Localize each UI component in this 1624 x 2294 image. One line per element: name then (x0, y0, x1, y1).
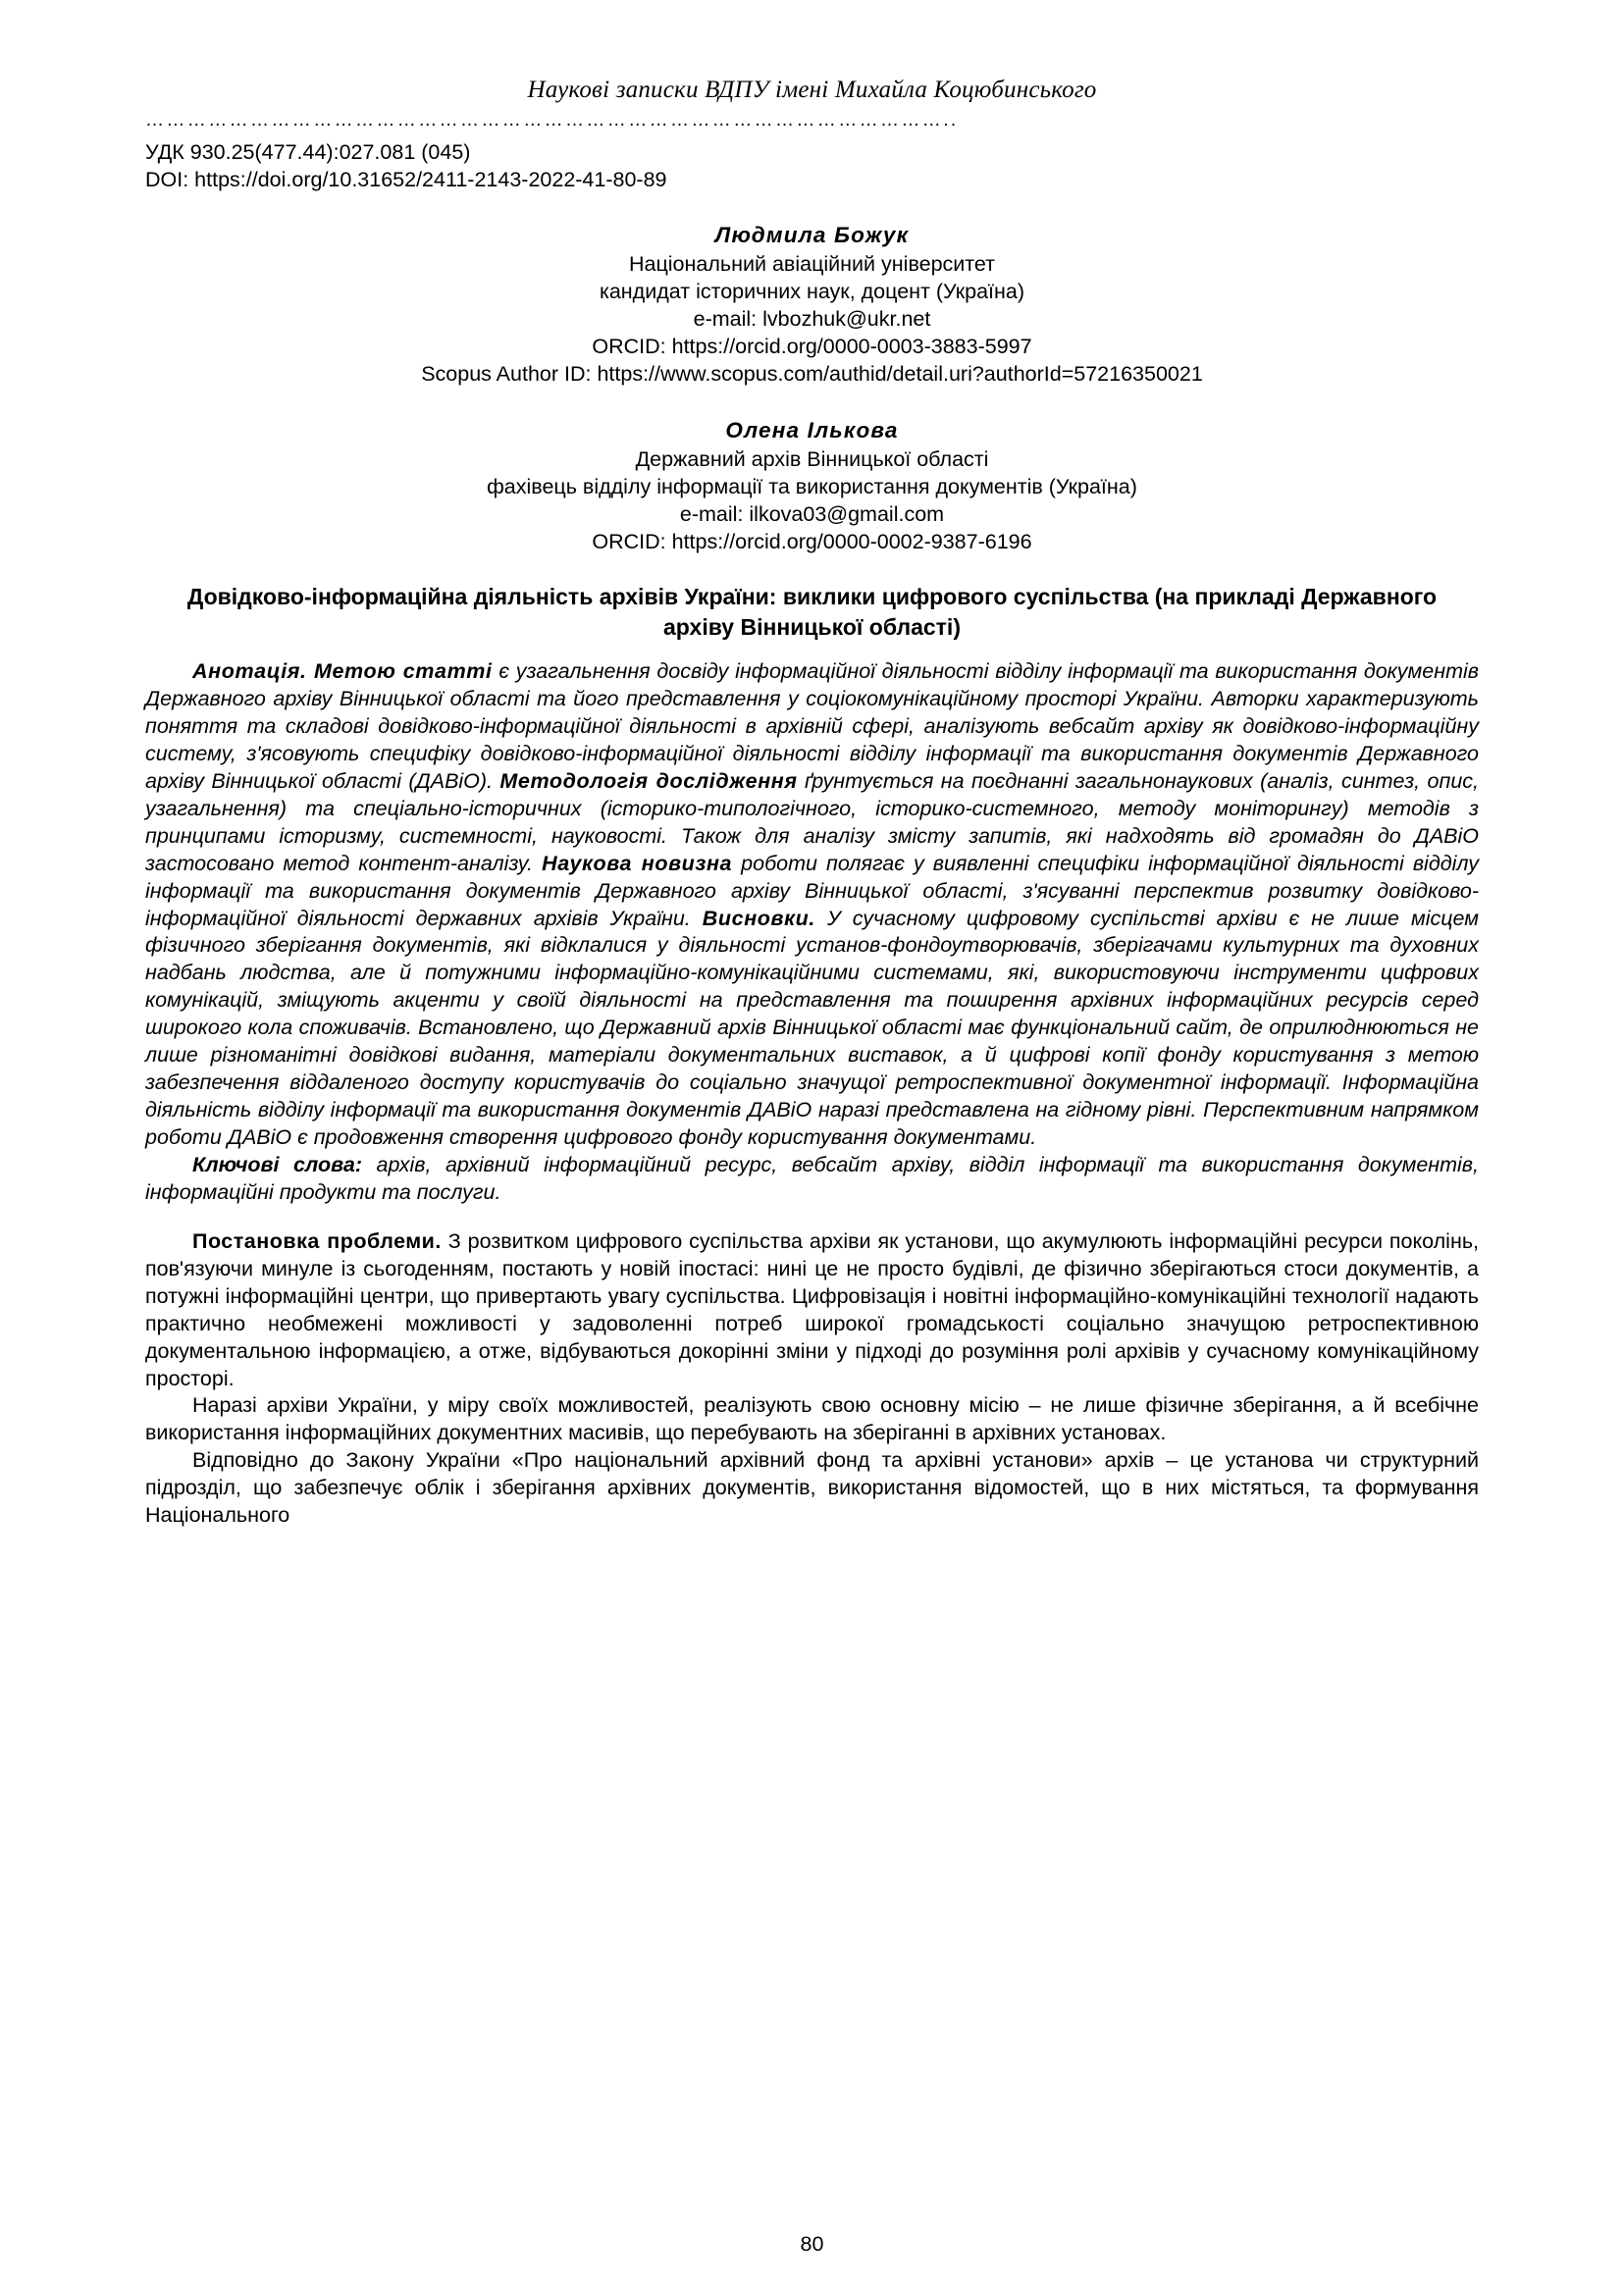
doi-line[interactable]: DOI: https://doi.org/10.31652/2411-2143-2022-41-80-89 (145, 167, 667, 191)
udc-line: УДК 930.25(477.44):027.081 (045) (145, 140, 471, 164)
abstract-text-3: роботи полягає у виявленні специфіки інформаційної діяльності відділу інформації та використання документів Державного архіву Вінницької області, з'ясуванні перспектив розвитку довідково-інформаційної діяльності державних архівів України. (145, 851, 1479, 930)
author-block-1 (145, 221, 1479, 389)
author-name: Олена Ількова (725, 417, 899, 443)
running-head: Наукові записки ВДПУ імені Михайла Коцюбинського (527, 77, 1097, 103)
body-paragraph-2: Наразі архіви України, у міру своїх можливостей, реалізують свою основну місію – не лише фізичне зберігання, а й всебічне використання інформаційних документних масивів, що перебувають на зберіганні в архівних установах. (145, 1393, 1479, 1445)
body-text-1: З розвитком цифрового суспільства архіви як установи, що акумулюють інформаційні ресурси поколінь, пов'язуючи минуле із сьогоденням, постають у новій іпостасі: нині це не просто будівлі, де фізично зберігаються стоси документів, а потужні інформаційні центри, що привертають увагу суспільства. Цифровізація і новітні інформаційно-комунікаційні технології надають практично необмежені можливості у задоволенні потреб широкої громадськості соціально значущою ретроспективною документальною інформацією, а отже, відбуваються докорінні зміни у підході до розуміння ролі архівів у сучасному комунікаційному просторі. (145, 1228, 1479, 1390)
abstract-label-methodology: Методологія дослідження (499, 768, 798, 793)
author-affiliation: Національний авіаційний університет (628, 252, 995, 277)
abstract-label-purpose: Анотація. Метою статті (192, 659, 493, 684)
abstract-paragraph (145, 658, 1479, 1152)
body-label-problem: Постановка проблеми. (192, 1228, 442, 1253)
abstract-text-2: ґрунтується на поєднанні загальнонаукових (аналіз, синтез, опис, узагальнення) та спеціально-історичних (історико-типологічного, історико-системного, методу моніторингу) методів з принципами історизму, системності, науковості. Також для аналізу змісту запитів, які надходять від громадян до ДАВіО застосовано метод контент-аналізу. (145, 768, 1480, 875)
page-number: 80 (800, 2232, 824, 2256)
abstract-text-1: є узагальнення досвіду інформаційної діяльності відділу інформації та використання документів Державного архіву Вінницької області та його представлення у соціокомунікаційному просторі України. Авторки характеризують поняття та складові довідково-інформаційної діяльності в архівній сфері, аналізують вебсайт архіву як довідково-інформаційну систему, з'ясовують специфіку довідково-інформаційної діяльності відділу інформації та використання документів Державного архіву Вінницької області (ДАВіО). (145, 659, 1479, 793)
author-email[interactable]: e-mail: ilkova03@gmail.com (679, 502, 945, 527)
author-affiliation: Державний архів Вінницької області (635, 447, 989, 472)
author-position: фахівець відділу інформації та використання документів (Україна) (487, 475, 1137, 499)
author-block-2 (145, 416, 1479, 556)
body-paragraph-3: Відповідно до Закону України «Про національний архівний фонд та архівні установи» архів – це установа чи структурний підрозділ, що забезпечує облік і зберігання архівних документів, використання відомостей, що в них містяться, та формування Національного (145, 1448, 1479, 1528)
author-orcid[interactable]: ORCID: https://orcid.org/0000-0003-3883-5997 (592, 335, 1032, 359)
abstract-label-conclusions: Висновки. (702, 906, 815, 930)
author-orcid[interactable]: ORCID: https://orcid.org/0000-0002-9387-6196 (592, 530, 1032, 554)
page-title: Довідково-інформаційна діяльність архівів України: виклики цифрового суспільства (на прикладі Державного архіву Вінницької області) (186, 583, 1438, 641)
keywords-text: архів, архівний інформаційний ресурс, вебсайт архіву, відділ інформації та використання документів, інформаційні продукти та послуги. (145, 1152, 1479, 1204)
author-email[interactable]: e-mail: lvbozhuk@ukr.net (693, 307, 931, 332)
abstract-text-4: У сучасному цифровому суспільстві архіви є не лише місцем фізичного зберігання документів, які відклалися у діяльності установ-фондоутворювачів, зберігачами культурних та духовних надбань людства, але й потужними інформаційно-комунікаційними системами, які, використовуючи інструменти цифрових комунікацій, зміщують акценти у своїй діяльності на представлення та поширення архівних інформаційних ресурсів серед широкого кола споживачів. Встановлено, що Державний архів Вінницької області має функціональний сайт, де оприлюднюються не лише різноманітні довідкові видання, матеріали документальних виставок, а й цифрові копії фонду користування з метою забезпечення віддаленого доступу користувачів до соціально значущої ретроспективної документної інформації. Інформаційна діяльність відділу інформації та використання документів ДАВіО наразі представлена на гідному рівні. Перспективним напрямком роботи ДАВіО є продовження створення цифрового фонду користування документами. (145, 906, 1479, 1149)
keywords-label: Ключові слова: (192, 1152, 362, 1176)
author-scopus-id[interactable]: Scopus Author ID: https://www.scopus.com/authid/detail.uri?authorId=57216350021 (421, 362, 1203, 387)
header-divider: …………………………………………………………………………………………………….. (145, 110, 959, 130)
abstract-label-novelty: Наукова новизна (542, 851, 733, 875)
author-name: Людмила Божук (714, 223, 910, 248)
body-paragraph-1 (145, 1228, 1479, 1393)
author-position: кандидат історичних наук, доцент (Україна) (599, 280, 1025, 304)
keywords-paragraph (145, 1152, 1479, 1207)
